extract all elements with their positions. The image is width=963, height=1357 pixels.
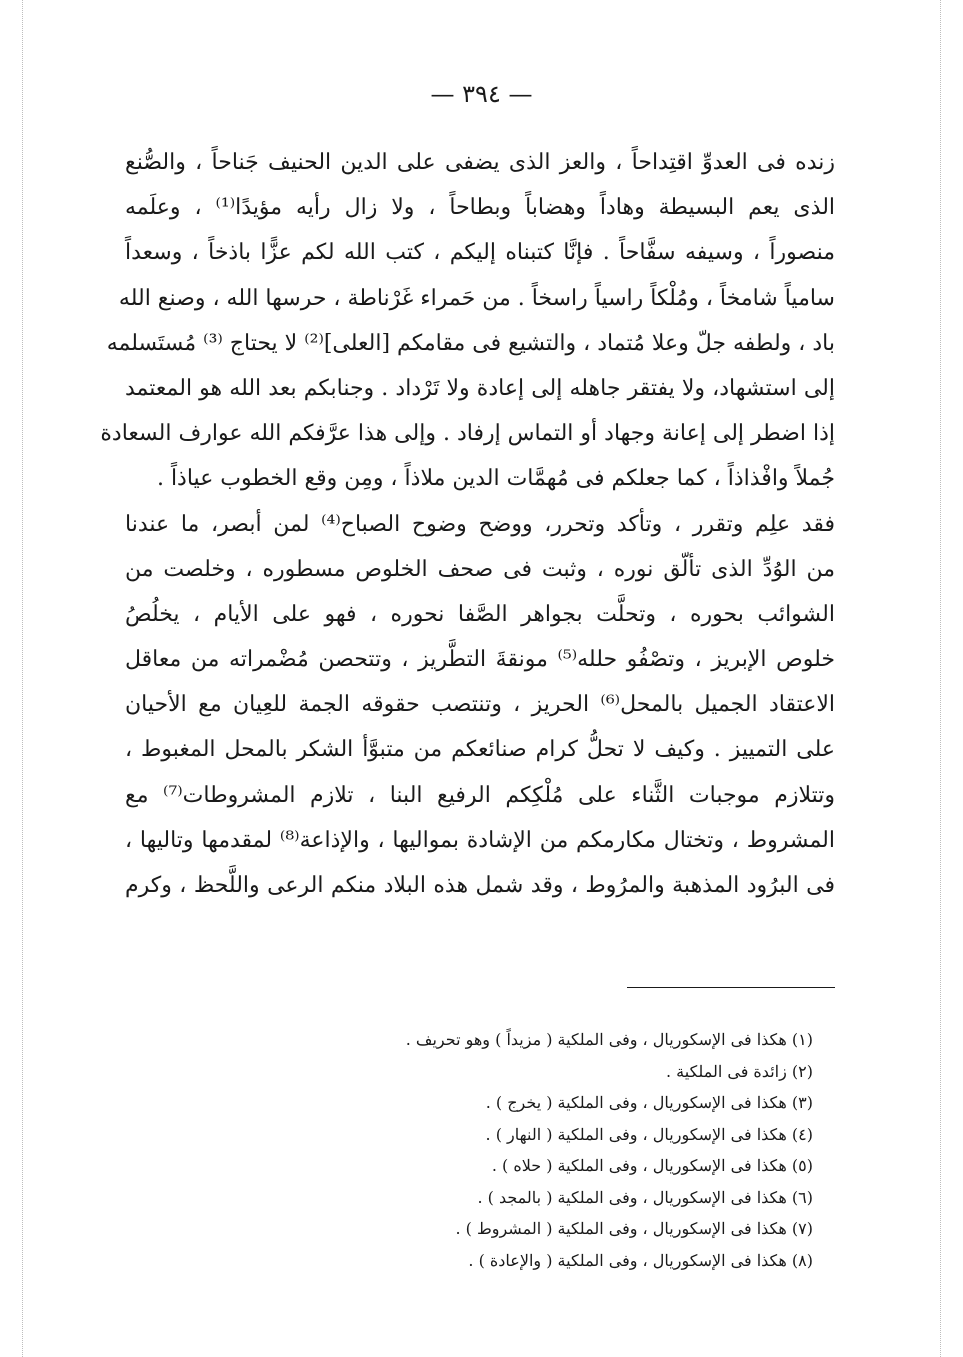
footnote-2: (٢) زائدة فى الملكية . (665, 1061, 813, 1081)
footnote-7: (٧) هكذا فى الإسكوريال ، وفى الملكية ( المشروط ) . (455, 1219, 813, 1238)
footnote-5: (٥) هكذا فى الإسكوريال ، وفى الملكية ( حلاه ) . (491, 1156, 813, 1175)
body-line: من الوُدِّ الذى تألّق نوره ، وثبت فى صحف الخلوص مسطوره ، وخلصت من (125, 556, 835, 582)
body-line: وتتلازم موجبات الثَّناء على مُلْكِكم الرفيع البنا ، تلازم المشروطات⁽⁷⁾ مع (125, 782, 835, 808)
body-line: سامياً شامخاً ، ومُلْكاً راسياً راسخاً . من حَمراء غَرْناطة ، حرسها الله ، وصنع الله (118, 285, 835, 311)
body-line: الذى يعم البسيطة وهاداً وهضاباً وبطاحاً ، ولا زال رأيه مؤيدًا⁽¹⁾ ، وعلَمه (125, 195, 836, 221)
body-line: المشروط ، وتختال مكارمكم من الإشادة بمواليها ، والإذاعة⁽⁸⁾ لمقدمها وتاليها ، (125, 827, 835, 853)
scan-margin-right (940, 0, 941, 1357)
page-number: — ٣٩٤ — (430, 80, 533, 108)
body-line: زنده فى العدوِّ اقتِداحاً ، والعز الذى يضفى على الدين الحنيف جَناحاً ، والصُّنع (125, 150, 835, 175)
body-line: فقد علِم وتقرر ، وتأكد وتحرر، ووضح وضوح الصباح⁽⁴⁾ لمن أبصر، ما عندنا (125, 511, 835, 537)
body-line: إلى استشهاد، ولا يفتقر جاهله إلى إعادة ولا تَرْداد . وجنابكم بعد الله هو المعتمد (125, 375, 835, 401)
footnote-separator (627, 987, 835, 988)
body-line: جُملاً وافْذاذاً ، كما جعلكم فى مُهمَّات الدين ملاذاً ، ومِن وقع الخطوب عياذاً . (156, 466, 835, 492)
footnote-8: (٨) هكذا فى الإسكوريال ، وفى الملكية ( والإعادة ) . (468, 1250, 813, 1270)
body-text (100, 140, 836, 908)
footnote-6: (٦) هكذا فى الإسكوريال ، وفى الملكية ( بالمجد ) . (477, 1187, 813, 1207)
footnote-1: (١) هكذا فى الإسكوريال ، وفى الملكية ( مزيداً ) وهو تحريف . (405, 1030, 813, 1049)
scan-margin-left (22, 0, 23, 1357)
body-line: خلوص الإبريز ، وتصْفُو حلله⁽⁵⁾ مونقةَ التطَّريز ، وتتحصن مُضْمراته من معاقل (125, 647, 835, 673)
footnote-4: (٤) هكذا فى الإسكوريال ، وفى الملكية ( النهار ) . (485, 1124, 813, 1144)
body-line: الاعتقاد الجميل بالمحل⁽⁶⁾ الحريز ، وتنتصب حقوقه الجمة للعِيان مع الأحيان (125, 692, 836, 718)
body-line: إذا اضطر إلى إعانة وجهاد أو التماس إرفاد . وإلى هذا عرَّفكم الله عوارف السعادة (100, 421, 835, 447)
body-line: على التمييز . وكيف لا تحلُّ كرام صنائعكم من متبوَّأ الشكر بالمحل المغبوط ، (125, 737, 835, 763)
body-line: الشوائب بحوره ، وتحلَّت بجواهر الصَّفا نحوره ، فهو على الأيام ، يخلُصُ (125, 601, 835, 627)
body-line: باد ، ولطفه جلّ وعلا مُتماد ، والتشيع فى مقامكم [العلى]⁽²⁾ لا يحتاج ⁽³⁾ مُستَسلمه (106, 330, 835, 356)
body-line: فى البرُود المذهبة والمرُوط ، وقد شمل هذه البلاد منكم الرعى واللَّحظ ، وكرم (125, 873, 835, 898)
body-line: منصوراً ، وسيفه سفَّاحاً . فإنَّا كتبناه إليكم ، كتب الله لكم عزًّا باذخاً ، وسعداً (125, 240, 835, 266)
footnote-3: (٣) هكذا فى الإسكوريال ، وفى الملكية ( يخرج ) . (485, 1093, 813, 1112)
footnotes (293, 1024, 813, 1276)
